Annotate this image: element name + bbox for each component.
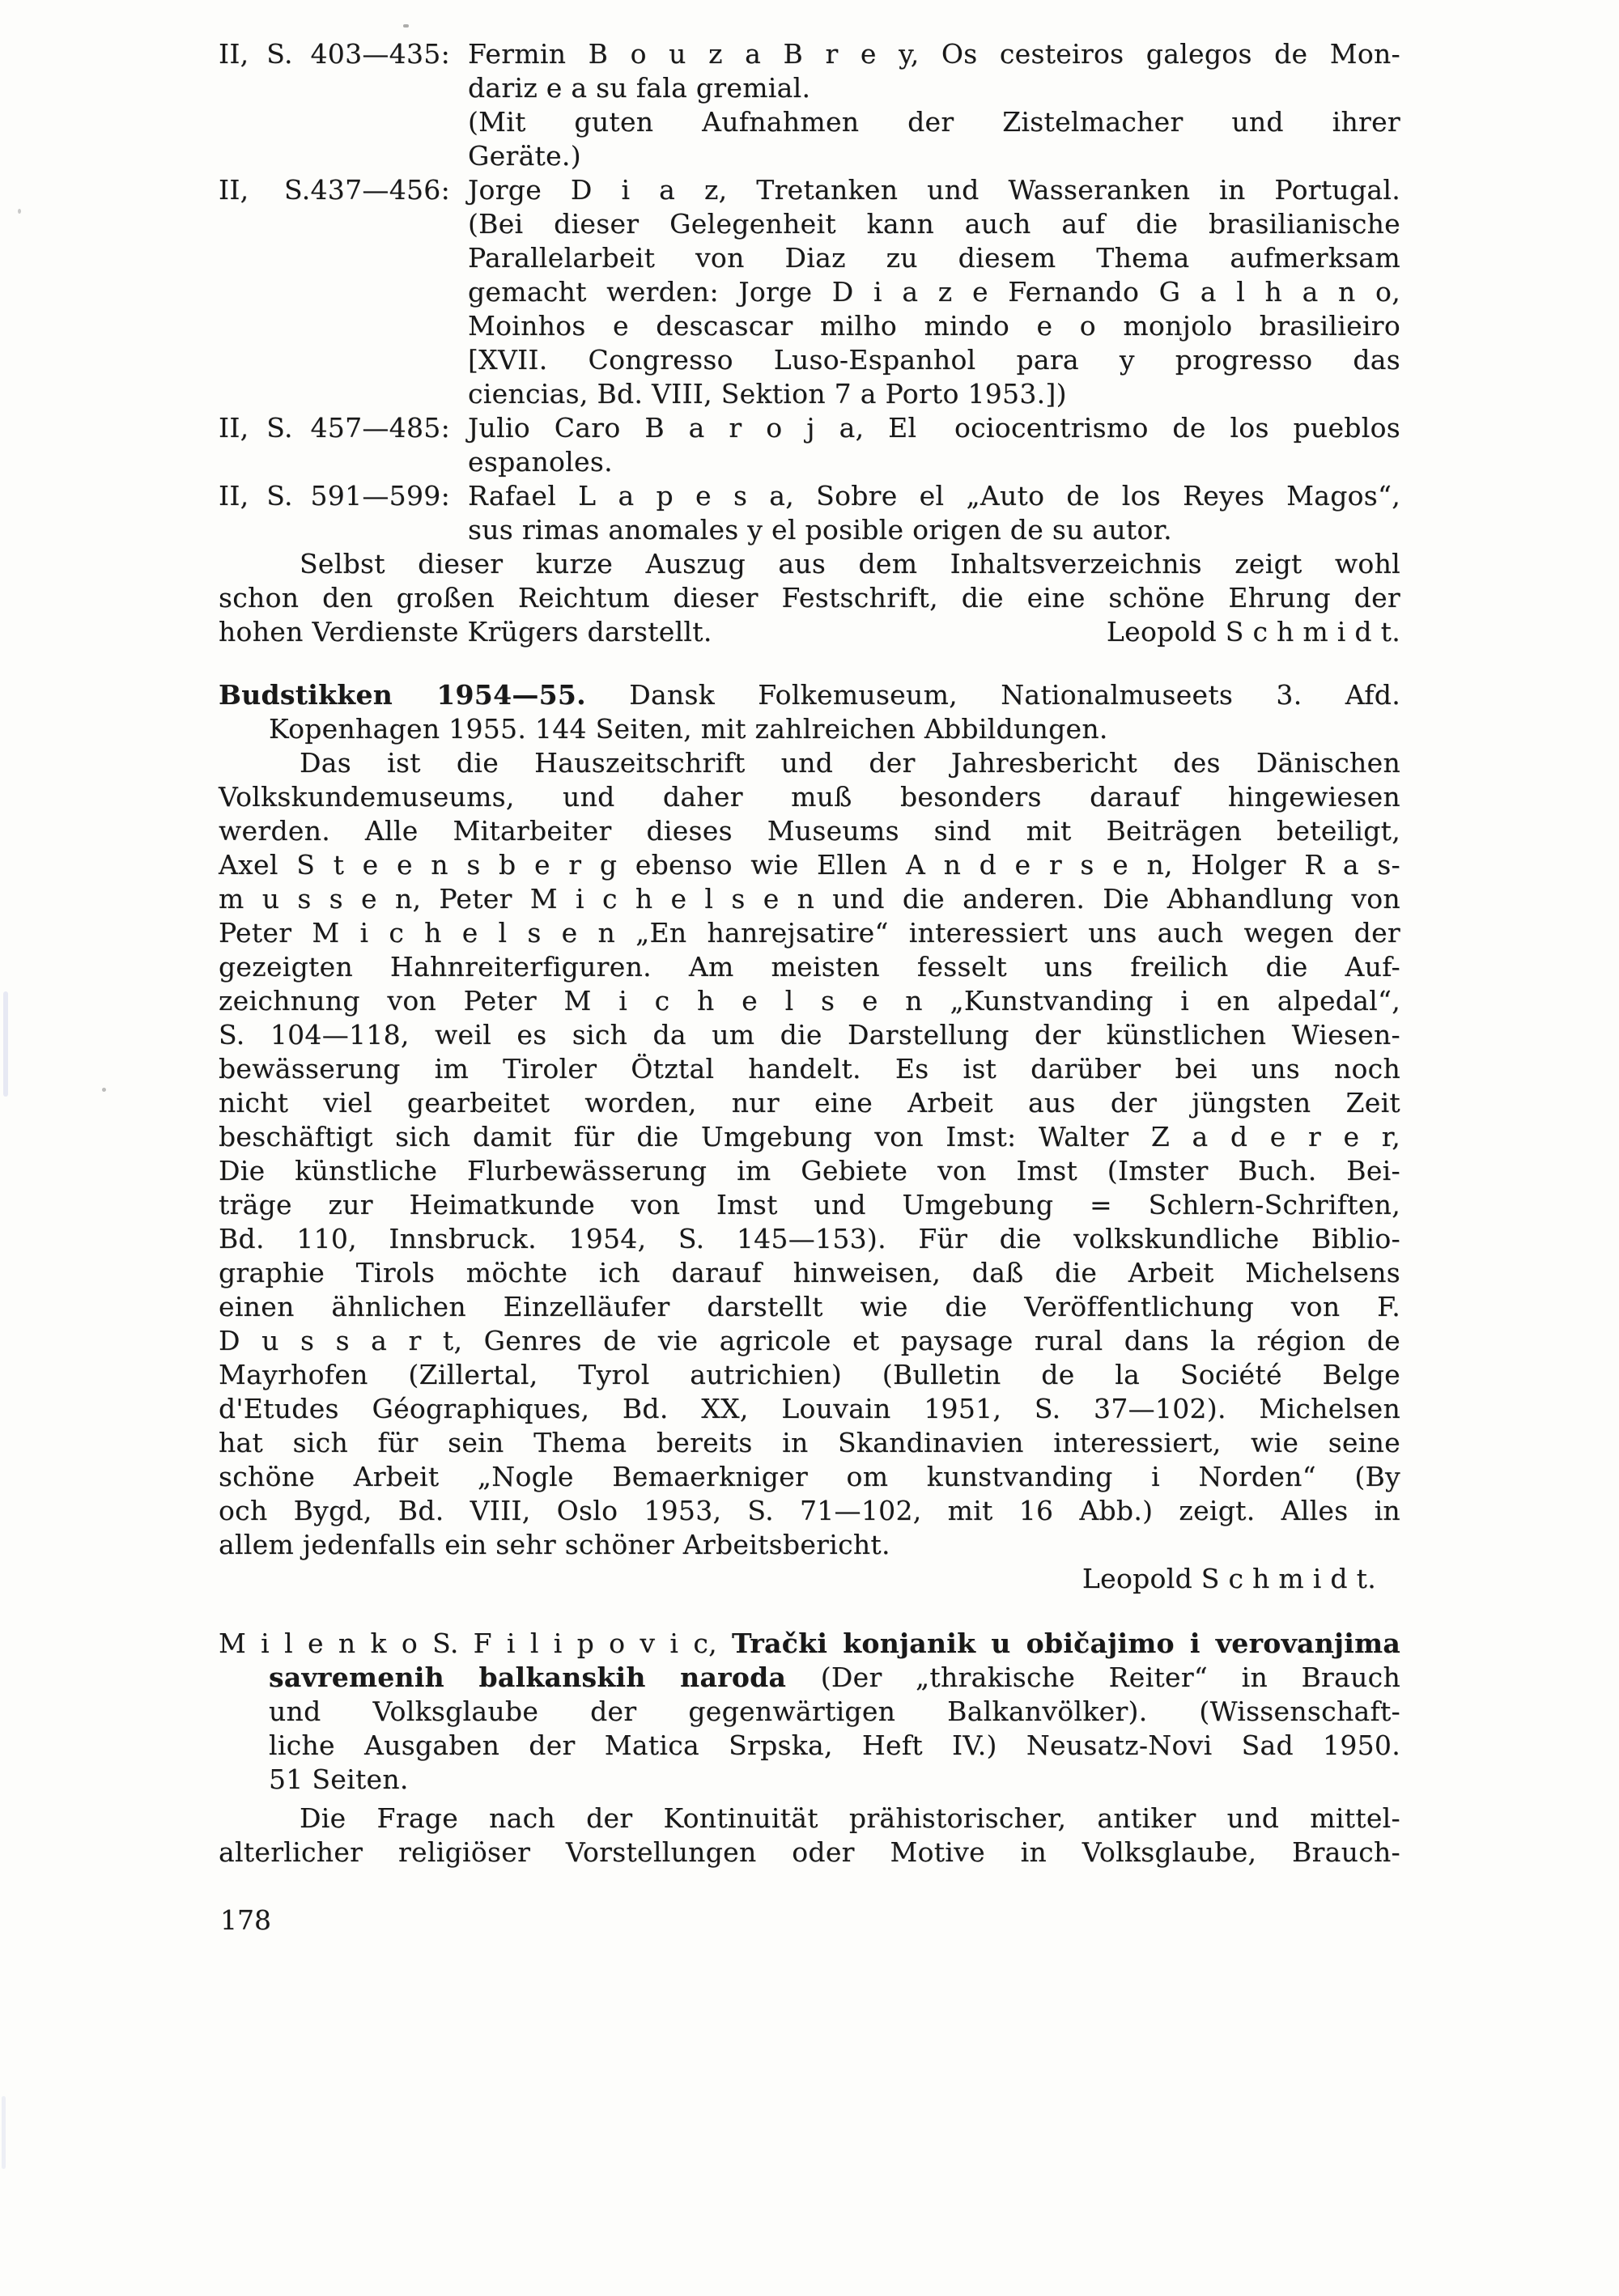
text-line [219, 615, 1400, 649]
text-line [219, 678, 1400, 712]
text-line: schöne Arbeit „Nogle Bemaerkniger om kunstvanding i Norden“ (By [219, 1461, 1400, 1492]
text-line: (Bei dieser Gelegenheit kann auch auf die brasilianische [468, 208, 1400, 240]
text-line: (Mit guten Aufnahmen der Zistelmacher und ihrer [468, 106, 1400, 138]
text-line: allem jedenfalls ein sehr schöner Arbeitsbericht. [219, 1529, 890, 1560]
text-line: m u s s e n, Peter M i c h e l s e n und die anderen. Die Abhandlung von [219, 883, 1400, 915]
entry-label: II, S. 591—599: [219, 480, 450, 511]
text-line: Die künstliche Flurbewässerung im Gebiete von Imst (Imster Buch. Bei- [219, 1155, 1400, 1186]
entry-block [219, 37, 1400, 173]
text-line: Axel S t e e n s b e r g ebenso wie Ellen A n d e r s e n, Holger R a s- [219, 849, 1400, 881]
bold-text-segment: savremenih balkanskih naroda [269, 1662, 821, 1693]
entry-label: II, S. 403—435: [219, 38, 450, 70]
text-line: werden. Alle Mitarbeiter dieses Museums sind mit Beiträgen beteiligt, [219, 815, 1400, 847]
text-line: Fermin B o u z a B r e y, Os cesteiros galegos de Mon- [468, 38, 1400, 70]
bold-text-segment: Trački konjanik u običajimo i verovanjima [731, 1628, 1401, 1659]
text-line: Bd. 110, Innsbruck. 1954, S. 145—153). Für die volkskundliche Biblio- [219, 1223, 1400, 1254]
text-line: gemacht werden: Jorge D i a z e Fernando G a l h a n o, [468, 276, 1400, 308]
paragraph [219, 746, 1400, 1562]
text-line [269, 1695, 1400, 1729]
review-heading [219, 678, 1400, 746]
scan-speck [18, 209, 21, 214]
text-line: Die Frage nach der Kontinuität prähistorischer, antiker und mittel- [300, 1802, 1400, 1834]
text-line: ciencias, Bd. VIII, Sektion 7 a Porto 1953.]) [468, 378, 1067, 410]
entry-label: II, S. 457—485: [219, 412, 450, 443]
bold-text-segment: Budstikken 1954—55. [219, 679, 586, 711]
text-line: nicht viel gearbeitet worden, nur eine Arbeit aus der jüngsten Zeit [219, 1087, 1400, 1118]
text-line: bewässerung im Tiroler Ötztal handelt. Es ist darüber bei uns noch [219, 1053, 1400, 1084]
text-line: Selbst dieser kurze Auszug aus dem Inhaltsverzeichnis zeigt wohl [300, 548, 1400, 579]
text-line: Das ist die Hauszeitschrift und der Jahresbericht des Dänischen [300, 747, 1400, 779]
text-line: D u s s a r t, Genres de vie agricole et paysage rural dans la région de [219, 1325, 1400, 1356]
text-line: Moinhos e descascar milho mindo e o monjolo brasilieiro [468, 310, 1400, 342]
text-line: d'Etudes Géographiques, Bd. XX, Louvain 1951, S. 37—102). Michelsen [219, 1393, 1400, 1424]
text-line: schon den großen Reichtum dieser Festschrift, die eine schöne Ehrung der [219, 582, 1400, 613]
review-heading [219, 1627, 1400, 1797]
text-line: Volkskundemuseums, und daher muß besonders darauf hingewiesen [219, 781, 1400, 813]
text-line: S. 104—118, weil es sich da um die Darstellung der künstlichen Wiesen- [219, 1019, 1400, 1050]
text-line: Leopold S c h m i d t. [1081, 1563, 1376, 1594]
text-line [219, 1627, 1400, 1661]
text-line: espanoles. [468, 446, 613, 477]
text-segment: M i l e n k o S. F i l i p o v i c, [219, 1628, 732, 1659]
text-segment: und Volksglaube der gegenwärtigen Balkanvölker). (Wissenschaft- [269, 1695, 1400, 1727]
text-segment: (Der „thrakische Reiter“ in Brauch [820, 1662, 1400, 1693]
text-line: träge zur Heimatkunde von Imst und Umgebung = Schlern-Schriften, [219, 1189, 1400, 1220]
entry-block [219, 411, 1400, 479]
text-line: zeichnung von Peter M i c h e l s e n „Kunstvanding i en alpedal“, [219, 985, 1400, 1016]
text-line: [XVII. Congresso Luso-Espanhol para y progresso das [468, 344, 1400, 376]
text-line: Julio Caro B a r o j a, El ociocentrismo de los pueblos [468, 412, 1400, 443]
text-line: einen ähnlichen Einzelläufer darstellt wie die Veröffentlichung von F. [219, 1291, 1400, 1322]
signature [219, 1562, 1400, 1596]
entry-block [219, 479, 1400, 547]
text-line: Parallelarbeit von Diaz zu diesem Thema aufmerksam [468, 242, 1400, 274]
text-line: Jorge D i a z, Tretanken und Wasseranken in Portugal. [468, 174, 1400, 206]
text-line: graphie Tirols möchte ich darauf hinweisen, daß die Arbeit Michelsens [219, 1257, 1400, 1288]
text-segment: Leopold S c h m i d t. [1106, 616, 1400, 647]
text-line [269, 1729, 1400, 1763]
text-segment: Kopenhagen 1955. 144 Seiten, mit zahlreichen Abbildungen. [269, 713, 1108, 745]
text-line: Peter M i c h e l s e n „En hanrejsatire“ interessiert uns auch wegen der [219, 917, 1400, 949]
text-segment: hohen Verdienste Krügers darstellt. [219, 616, 712, 647]
scan-speck [403, 24, 409, 28]
text-line: Geräte.) [468, 140, 581, 172]
text-line: gezeigten Hahnreiterfiguren. Am meisten fesselt uns freilich die Auf- [219, 951, 1400, 982]
text-line: beschäftigt sich damit für die Umgebung von Imst: Walter Z a d e r e r, [219, 1121, 1400, 1152]
text-block [219, 37, 1400, 1869]
text-line [269, 1763, 1400, 1797]
paragraph [219, 1802, 1400, 1869]
text-line: Mayrhofen (Zillertal, Tyrol autrichien) (Bulletin de la Société Belge [219, 1359, 1400, 1390]
text-segment: 51 Seiten. [269, 1763, 409, 1795]
scan-speck [102, 1088, 106, 1092]
text-segment: liche Ausgaben der Matica Srpska, Heft IV.) Neusatz-Novi Sad 1950. [269, 1729, 1400, 1761]
text-line: sus rimas anomales y el posible origen de su autor. [468, 514, 1172, 545]
entry-block [219, 173, 1400, 411]
text-line: och Bygd, Bd. VIII, Oslo 1953, S. 71—102, mit 16 Abb.) zeigt. Alles in [219, 1495, 1400, 1526]
text-line: alterlicher religiöser Vorstellungen oder Motive in Volksglaube, Brauch- [219, 1836, 1400, 1868]
scan-streak [2, 2096, 6, 2169]
text-line [269, 1661, 1400, 1695]
text-line: hat sich für sein Thema bereits in Skandinavien interessiert, wie seine [219, 1427, 1400, 1458]
text-line [269, 712, 1400, 746]
page-number: 178 [220, 1904, 271, 1936]
text-line: dariz e a su fala gremial. [468, 72, 811, 104]
paragraph [219, 547, 1400, 649]
text-line: Rafael L a p e s a, Sobre el „Auto de los Reyes Magos“, [468, 480, 1400, 511]
text-segment: Dansk Folkemuseum, Nationalmuseets 3. Afd. [585, 679, 1401, 711]
entry-label: II, S.437—456: [219, 174, 450, 206]
scan-streak [3, 991, 8, 1097]
